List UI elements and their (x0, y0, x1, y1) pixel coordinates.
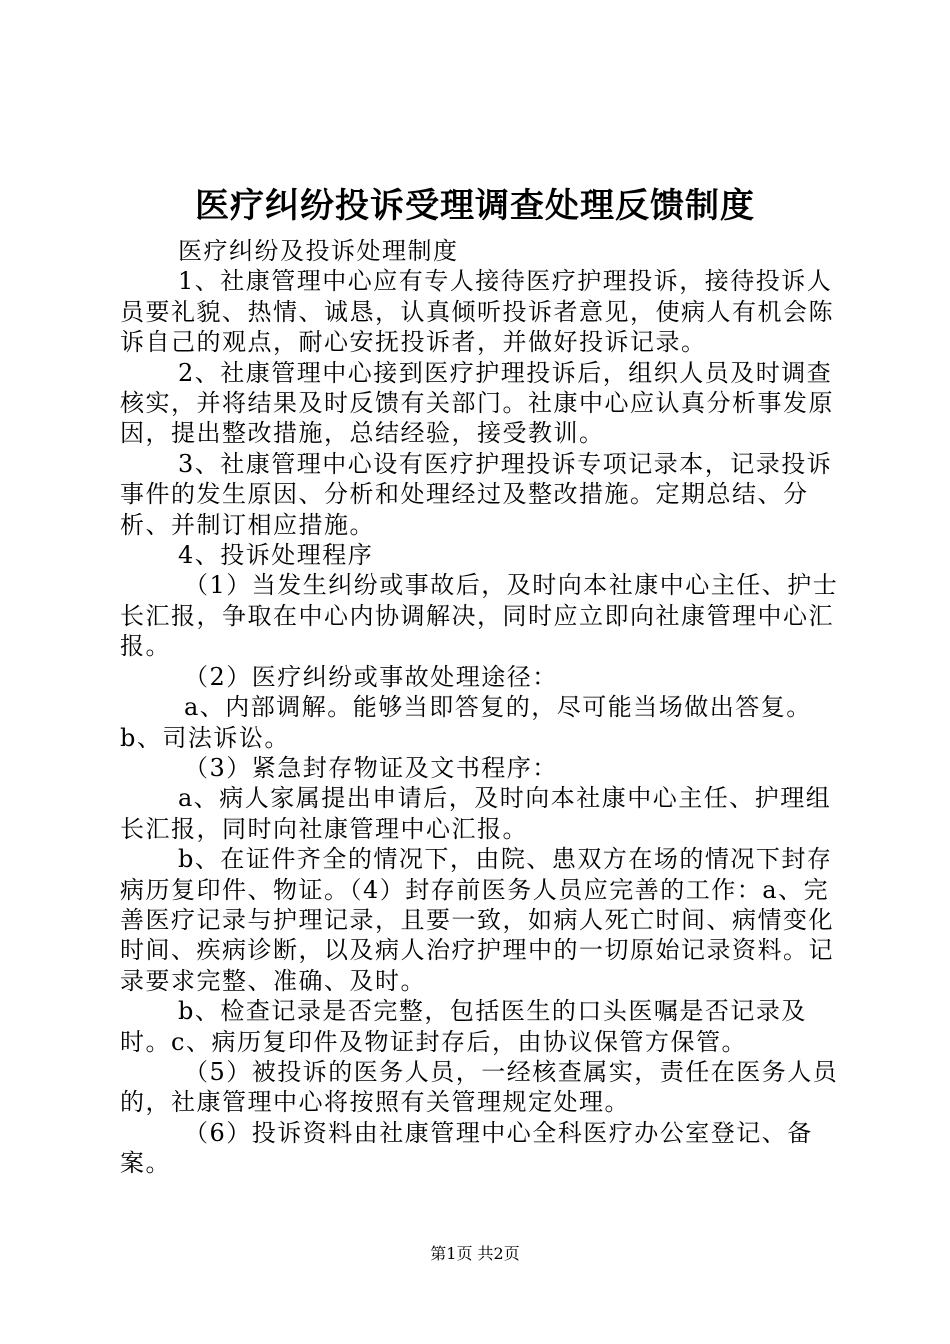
paragraph-step-1: （1）当发生纠纷或事故后，及时向本社康中心主任、护士长汇报，争取在中心内协调解决，同时应立即向社康管理中心汇报。 (120, 571, 839, 661)
paragraph-subtitle: 医疗纠纷及投诉处理制度 (178, 237, 459, 265)
paragraph-step-4-b: b、检查记录是否完整，包括医生的口头医嘱是否记录及时。c、病历复印件及物证封存后，由协议保管方保管。 (120, 997, 807, 1056)
paragraph-step-5: （5）被投诉的医务人员，一经核查属实，责任在医务人员的，社康管理中心将按照有关管理规定处理。 (120, 1057, 839, 1117)
paragraph-step-3-b: b、在证件齐全的情况下，由院、患双方在场的情况下封存病历复印件、物证。（4）封存前医务人员应完善的工作：a、完善医疗记录与护理记录，且要一致，如病人死亡时间、病情变化时间、疾病诊断，以及病人治疗护理中的一切原始记录资料。记录要求完整、准确、及时。 (120, 845, 834, 995)
page-title: 医疗纠纷投诉受理调查处理反馈制度 (195, 186, 755, 226)
paragraph-step-3-a: a、病人家属提出申请后，及时向本社康中心主任、护理组长汇报，同时向社康管理中心汇报。 (120, 784, 832, 843)
paragraph-step-2: （2）医疗纠纷或事故处理途径： (184, 662, 558, 691)
paragraph-step-2-detail: a、内部调解。能够当即答复的，尽可能当场做出答复。b、司法诉讼。 (120, 693, 812, 752)
page-footer: 第1页 共2页 (430, 1244, 520, 1263)
paragraph-item-2: 2、社康管理中心接到医疗护理投诉后，组织人员及时调查核实，并将结果及时反馈有关部门。社康中心应认真分析事发原因，提出整改措施，总结经验，接受教训。 (120, 358, 834, 448)
document-body (120, 236, 850, 1179)
paragraph-item-3: 3、社康管理中心设有医疗护理投诉专项记录本，记录投诉事件的发生原因、分析和处理经过及整改措施。定期总结、分析、并制订相应措施。 (120, 449, 833, 539)
paragraph-step-3: （3）紧急封存物证及文书程序： (184, 753, 558, 782)
paragraph-item-1: 1、社康管理中心应有专人接待医疗护理投诉，接待投诉人员要礼貌、热情、诚恳，认真倾听投诉者意见，使病人有机会陈诉自己的观点，耐心安抚投诉者，并做好投诉记录。 (120, 267, 834, 357)
paragraph-step-6: （6）投诉资料由社康管理中心全科医疗办公室登记、备案。 (120, 1118, 813, 1178)
paragraph-item-4: 4、投诉处理程序 (178, 541, 374, 570)
